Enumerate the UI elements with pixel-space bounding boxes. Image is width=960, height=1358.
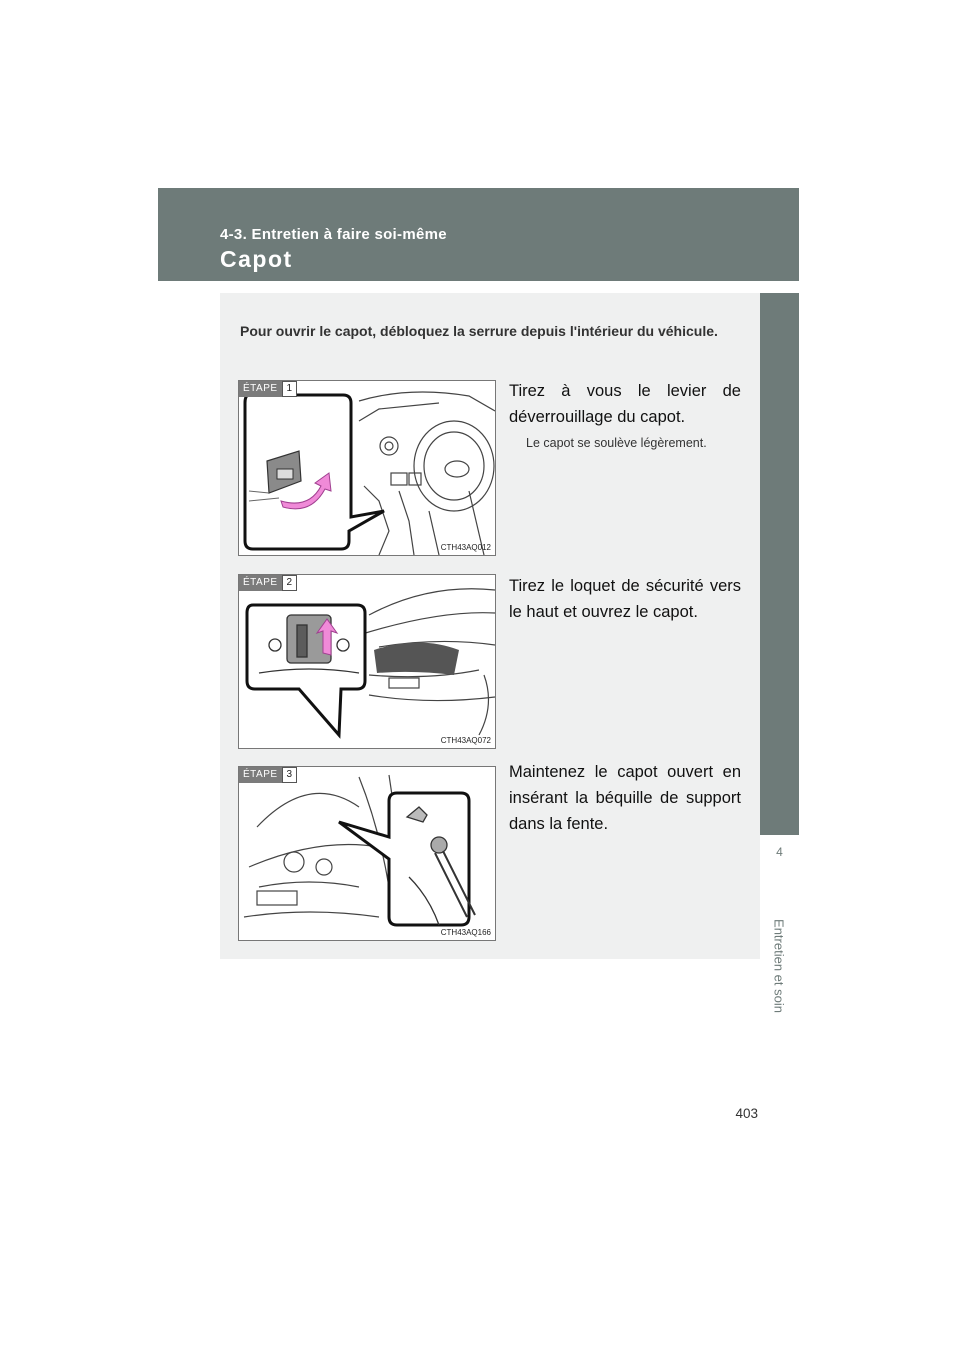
intro-text: Pour ouvrir le capot, débloquez la serrure depuis l'intérieur du véhicule.: [240, 323, 718, 339]
page-title: Capot: [220, 246, 293, 272]
hood-release-lever-illustration: [239, 381, 495, 555]
section-label: 4-3. Entretien à faire soi-même: [220, 226, 447, 243]
step-1-figure-code: CTH43AQ012: [440, 543, 491, 552]
step-3-badge: ÉTAPE 3: [239, 767, 297, 783]
hood-support-rod-illustration: [239, 767, 495, 940]
safety-catch-illustration: [239, 575, 495, 748]
step-3-figure-code: CTH43AQ166: [440, 928, 491, 937]
step-1-note: Le capot se soulève légèrement.: [526, 436, 707, 450]
page-number: 403: [735, 1106, 758, 1121]
step-3-text: Maintenez le capot ouvert en insérant la béquille de support dans la fente.: [509, 763, 741, 833]
step-2-figure-code: CTH43AQ072: [440, 736, 491, 745]
chapter-label: Entretien et soin: [771, 919, 787, 1013]
chapter-header: [158, 188, 799, 281]
step-1-badge: ÉTAPE 1: [239, 381, 297, 397]
step-3-illustration: [238, 766, 496, 941]
chapter-side-tab: [760, 293, 799, 835]
step-1-text: Tirez à vous le levier de déverrouillage du capot.: [509, 382, 741, 426]
step-2-badge: ÉTAPE 2: [239, 575, 297, 591]
step-1-illustration: [238, 380, 496, 556]
step-2-illustration: [238, 574, 496, 749]
step-2-text: Tirez le loquet de sécurité vers le haut et ouvrez le capot.: [509, 577, 741, 621]
chapter-number: 4: [776, 845, 783, 859]
procedure-box: [220, 293, 760, 959]
